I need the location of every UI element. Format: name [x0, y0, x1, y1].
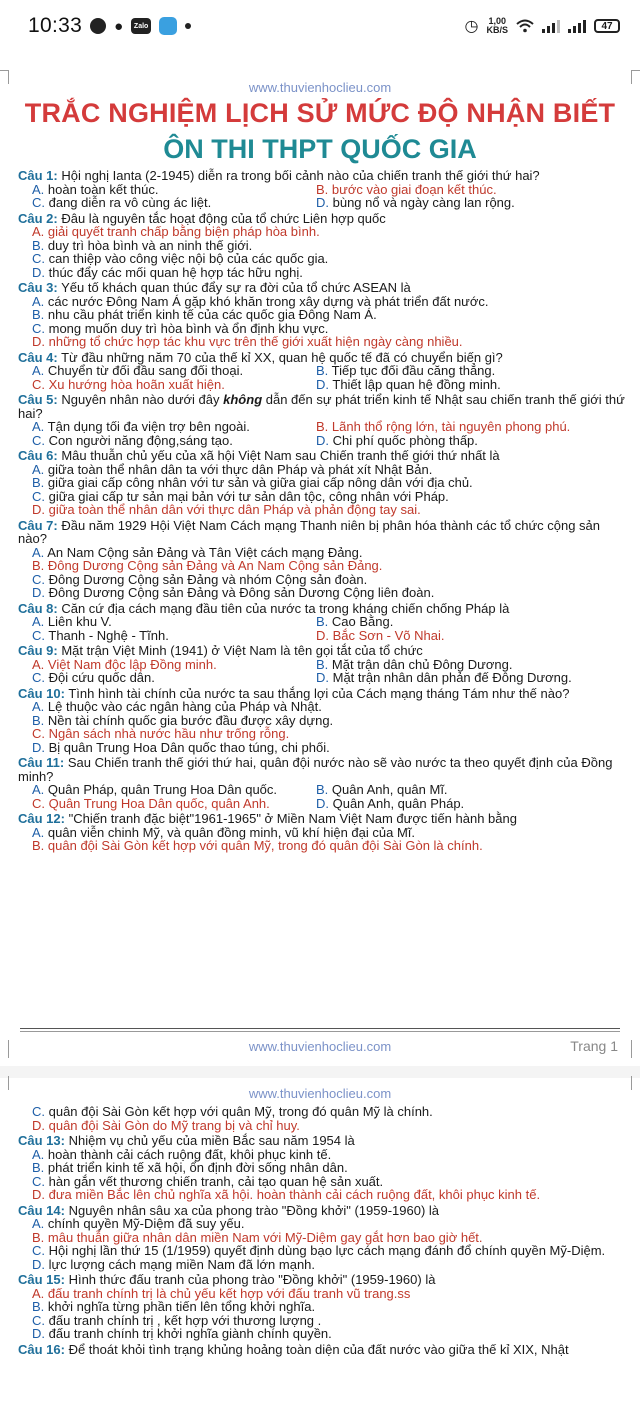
option-cell: [316, 364, 630, 378]
option-letter: C.: [32, 627, 45, 643]
question-stem: [18, 449, 630, 463]
page-1-questions: [18, 167, 630, 853]
speed-unit: KB/S: [486, 25, 508, 35]
option-letter: D.: [32, 585, 45, 600]
answer-option: [18, 1105, 630, 1119]
question-text: dẫn đến sự phát triển kinh tế Nhật sau chiến tranh thế giới thứ hai?: [18, 392, 625, 421]
signal-2-icon: [568, 19, 586, 33]
option-letter: C.: [32, 195, 45, 210]
option-cell: [316, 797, 630, 811]
question-block: [18, 1273, 630, 1341]
question-stem: [18, 1204, 630, 1218]
answer-option: [18, 1217, 630, 1231]
option-letter: C.: [32, 571, 45, 587]
answer-option: [18, 308, 630, 322]
status-bar: [0, 0, 640, 52]
answer-option: [18, 573, 630, 587]
question-text: Mặt trận Việt Minh (1941) ở Việt Nam là tên gọi tắt của tổ chức: [57, 643, 423, 658]
answer-option: [18, 266, 630, 280]
question-block: [18, 602, 630, 643]
answer-option: [316, 628, 444, 643]
option-letter: B.: [32, 838, 45, 853]
option-letter: C.: [32, 726, 45, 741]
option-letter: D.: [316, 795, 329, 811]
emphasis-word: không: [223, 392, 263, 407]
option-text: đấu tranh chính trị , kết hợp với thương lượng .: [45, 1312, 322, 1328]
question-text: "Chiến tranh đặc biệt"1961-1965" ở Miền Nam Việt Nam được tiến hành bằng: [64, 811, 517, 826]
option-cell: [18, 196, 316, 210]
option-text: Đông Dương Cộng sản Đảng và An Nam Cộng sản Đảng.: [44, 558, 383, 573]
option-letter: A.: [32, 224, 45, 239]
option-text: đang diễn ra vô cùng ác liệt.: [45, 195, 212, 210]
answer-option: [18, 476, 630, 490]
question-stem: [18, 687, 630, 701]
answer-option: [18, 225, 630, 239]
option-letter: B.: [32, 558, 45, 573]
option-text: phát triển kinh tế xã hội, ổn định đời sống nhân dân.: [44, 1160, 348, 1175]
option-text: mâu thuẫn giữa nhân dân miền Nam với Mỹ-Diệm gay gắt hơn bao giờ hết.: [44, 1229, 483, 1245]
option-letter: C.: [32, 320, 45, 336]
option-text: Quân Anh, quân Mĩ.: [328, 782, 448, 797]
option-letter: C.: [32, 251, 45, 266]
option-cell: [18, 629, 316, 643]
option-text: can thiệp vào công việc nội bộ của các quốc gia.: [45, 251, 329, 266]
option-text: bùng nổ và ngày càng lan rộng.: [329, 195, 515, 210]
question-block: [18, 393, 630, 447]
answer-option: [18, 1119, 630, 1133]
option-letter: A.: [32, 824, 45, 840]
option-letter: A.: [32, 656, 45, 672]
zalo-icon: Zalo: [131, 18, 151, 34]
option-row: [18, 434, 630, 448]
option-text: các nước Đông Nam Á gặp khó khăn trong xây dựng và phát triển đất nước.: [44, 293, 489, 309]
option-cell: [18, 434, 316, 448]
question-stem: [18, 756, 630, 783]
footer-url: www.thuvienhoclieu.com: [248, 1039, 392, 1054]
option-text: giữa giai cấp tư sản mại bản với tư sản dân tộc, công nhân với Pháp.: [45, 488, 449, 504]
answer-option: [18, 727, 630, 741]
answer-option: [18, 503, 630, 517]
answer-option: [316, 670, 572, 685]
option-text: Thanh - Nghệ - Tĩnh.: [45, 627, 169, 643]
answer-option: [18, 1175, 630, 1189]
option-letter: A.: [32, 1285, 45, 1301]
option-text: những tổ chức hợp tác khu vực trên thế giới xuất hiện ngày càng nhiều.: [45, 334, 463, 349]
answer-option: [18, 1327, 630, 1341]
answer-option: [18, 741, 630, 755]
option-letter: D.: [316, 627, 329, 643]
speed-value: 1,00: [488, 16, 506, 26]
option-text: Mặt trận dân chủ Đông Dương.: [328, 656, 513, 672]
document-title: TRẮC NGHIỆM LỊCH SỬ MỨC ĐỘ NHẬN BIẾT: [24, 98, 616, 128]
option-text: Thiết lập quan hệ đồng minh.: [329, 376, 501, 392]
option-cell: [18, 658, 316, 672]
question-stem: [18, 393, 630, 420]
option-text: Nền tài chính quốc gia bước đầu được xây dựng.: [44, 712, 334, 728]
option-letter: C.: [32, 376, 45, 392]
option-text: quân đội Sài Gòn kết hợp với quân Mỹ, trong đó quân Mỹ là chính.: [45, 1104, 433, 1119]
question-text: Yếu tố khách quan thúc đẩy sự ra đời của tổ chức ASEAN là: [57, 280, 411, 295]
option-letter: C.: [32, 488, 45, 504]
answer-option: [18, 1300, 630, 1314]
question-number: Câu 12:: [18, 811, 65, 826]
option-cell: [18, 783, 316, 797]
question-number: Câu 4:: [18, 349, 58, 365]
answer-option: [18, 714, 630, 728]
option-text: Việt Nam độc lập Đồng minh.: [44, 656, 217, 672]
option-text: đấu tranh chính trị là chủ yếu kết hợp với đấu tranh vũ trang.ss: [44, 1285, 411, 1301]
answer-option: [18, 490, 630, 504]
option-cell: [316, 196, 630, 210]
option-text: đưa miền Bắc lên chủ nghĩa xã hội. hoàn thành cải cách ruộng đất, khôi phục kinh tế.: [45, 1187, 541, 1202]
option-letter: B.: [32, 1160, 45, 1175]
answer-option: [18, 628, 169, 643]
option-letter: D.: [32, 1326, 45, 1341]
option-text: Tận dụng tối đa viện trợ bên ngoài.: [44, 419, 250, 434]
answer-option: [18, 1231, 630, 1245]
option-text: quân đội Sài Gòn do Mỹ trang bị và chỉ huy.: [45, 1117, 300, 1133]
question-stem: [18, 812, 630, 826]
question-block: [18, 1134, 630, 1202]
question-number: Câu 8:: [18, 600, 58, 616]
answer-option: [18, 826, 630, 840]
option-text: duy trì hòa bình và an ninh thế giới.: [44, 237, 253, 253]
option-text: Chuyển từ đối đầu sang đối thoại.: [44, 363, 244, 378]
question-number: Câu 5:: [18, 392, 58, 407]
option-letter: B.: [32, 712, 45, 728]
option-cell: [18, 378, 316, 392]
option-letter: C.: [32, 670, 45, 685]
option-letter: C.: [32, 1243, 45, 1258]
option-row: [18, 658, 630, 672]
option-letter: A.: [32, 1216, 45, 1231]
question-stem: [18, 169, 630, 183]
question-number: Câu 9:: [18, 643, 58, 658]
answer-option: [316, 433, 478, 448]
option-letter: D.: [32, 502, 45, 517]
option-text: Ngân sách nhà nước hầu như trống rỗng.: [45, 726, 290, 741]
question-stem: [18, 1273, 630, 1287]
answer-option: [18, 335, 630, 349]
question-number: Câu 2:: [18, 210, 58, 226]
option-letter: D.: [32, 739, 45, 755]
answer-option: [18, 1258, 630, 1272]
option-letter: D.: [32, 1187, 45, 1202]
question-text: Để thoát khỏi tình trạng khủng hoảng toàn diện của đất nước vào giữa thế kỉ XIX, Nhật: [64, 1341, 569, 1357]
question-block: [18, 519, 630, 600]
option-text: Lệ thuộc vào các ngân hàng của Pháp và Nhật.: [44, 699, 322, 714]
option-text: Tiếp tục đối đầu căng thẳng.: [328, 363, 496, 378]
option-text: Đội cứu quốc dân.: [45, 670, 155, 685]
question-block: [18, 1204, 630, 1272]
answer-option: [18, 1148, 630, 1162]
answer-option: [18, 796, 270, 811]
option-cell: [18, 797, 316, 811]
option-letter: B.: [32, 1229, 45, 1245]
page-2-questions: [18, 1104, 630, 1357]
document-subtitle: ÔN THI THPT QUỐC GIA: [163, 134, 477, 164]
option-letter: B.: [32, 237, 45, 253]
option-text: quân đội Sài Gòn kết hợp với quân Mỹ, trong đó quân đội Sài Gòn là chính.: [44, 838, 483, 853]
option-text: An Nam Cộng sản Đảng và Tân Việt cách mạng Đảng.: [44, 544, 363, 560]
option-letter: D.: [32, 1256, 45, 1272]
option-letter: B.: [32, 1299, 45, 1314]
option-letter: A.: [32, 614, 45, 629]
option-cell: [18, 183, 316, 197]
question-text: Đầu năm 1929 Hội Việt Nam Cách mạng Thanh niên bị phân hóa thành các tổ chức cộng sản nào?: [18, 517, 601, 546]
question-number: Câu 7:: [18, 517, 58, 533]
option-row: [18, 783, 630, 797]
option-text: Con người năng động,sáng tạo.: [45, 432, 233, 448]
question-block: [18, 212, 630, 280]
question-text: Nguyên nhân sâu xa của phong trào "Đồng khởi" (1959-1960) là: [64, 1202, 440, 1218]
question-block: [18, 687, 630, 755]
option-row: [18, 378, 630, 392]
answer-option: [18, 1161, 630, 1175]
clock: 10:33: [28, 14, 83, 37]
option-row: [18, 183, 630, 197]
document-page: [0, 60, 640, 1422]
option-text: lực lượng cách mạng miền Nam đã lớn mạnh.: [45, 1256, 316, 1272]
question-text: Căn cứ địa cách mạng đầu tiên của nước ta trong kháng chiến chống Pháp là: [57, 600, 510, 616]
answer-option: [18, 700, 630, 714]
alarm-icon: ◷: [464, 18, 479, 35]
question-text: Mâu thuẫn chủ yếu của xã hội Việt Nam sau Chiến tranh thế giới thứ nhất là: [57, 448, 500, 463]
answer-option: [316, 377, 501, 392]
answer-option: [18, 295, 630, 309]
battery-icon: 47: [594, 19, 620, 33]
answer-option: [18, 252, 630, 266]
question-stem: [18, 281, 630, 295]
option-text: đấu tranh chính trị khởi nghĩa giành chính quyền.: [45, 1326, 332, 1341]
question-block: [18, 812, 630, 853]
question-block: [18, 281, 630, 349]
option-letter: B.: [32, 307, 45, 322]
question-number: Câu 13:: [18, 1133, 65, 1148]
option-letter: A.: [32, 419, 45, 434]
option-text: quân viễn chinh Mỹ, và quân đồng minh, vũ khí hiện đại của Mĩ.: [44, 824, 416, 840]
question-text: Hội nghị Ianta (2-1945) diễn ra trong bối cảnh nào của chiến tranh thế giới thứ hai?: [57, 168, 540, 183]
option-text: Xu hướng hòa hoãn xuất hiện.: [45, 376, 225, 392]
question-text: Tình hình tài chính của nước ta sau thắng lợi của Cách mạng tháng Tám như thế nào?: [64, 685, 570, 701]
option-text: mong muốn duy trì hòa bình và ổn định khu vực.: [45, 320, 329, 336]
answer-option: [316, 195, 515, 210]
question-number: Câu 15:: [18, 1272, 65, 1287]
question-number: Câu 14:: [18, 1202, 65, 1218]
more-notifications-icon: [185, 23, 191, 29]
option-cell: [316, 420, 630, 434]
option-row: [18, 196, 630, 210]
question-number: Câu 3:: [18, 280, 58, 295]
option-letter: B.: [316, 181, 329, 197]
chat-bubble-icon: [159, 17, 177, 35]
option-letter: D.: [316, 195, 329, 210]
notification-icon: ●: [114, 17, 124, 35]
option-text: giải quyết tranh chấp bằng biện pháp hòa bình.: [44, 224, 320, 239]
option-letter: C.: [32, 1173, 45, 1189]
question-block: [18, 644, 630, 685]
question-stem: [18, 351, 630, 365]
option-letter: C.: [32, 1104, 45, 1119]
option-text: chính quyền Mỹ-Diệm đã suy yếu.: [44, 1216, 245, 1231]
option-text: khởi nghĩa từng phần tiến lên tổng khởi nghĩa.: [44, 1299, 316, 1314]
option-text: giữa toàn thể nhân dân với thực dân Pháp và phản động tay sai.: [45, 502, 421, 517]
option-cell: [316, 671, 630, 685]
option-text: thúc đẩy các mối quan hệ hợp tác hữu nghị.: [45, 264, 303, 280]
network-speed: [486, 17, 508, 35]
option-text: Đông Dương Cộng sản Đảng và nhóm Cộng sản đoàn.: [45, 571, 368, 587]
answer-option: [18, 1244, 630, 1258]
option-letter: B.: [316, 782, 329, 797]
answer-option: [18, 559, 630, 573]
question-number: Câu 10:: [18, 685, 65, 701]
question-block: [18, 169, 630, 210]
option-row: [18, 364, 630, 378]
option-text: Quân Pháp, quân Trung Hoa Dân quốc.: [44, 782, 278, 797]
option-letter: D.: [316, 670, 329, 685]
question-block: [18, 449, 630, 517]
header-url: www.thuvienhoclieu.com: [248, 80, 392, 95]
option-cell: [18, 671, 316, 685]
option-letter: B.: [316, 363, 329, 378]
option-cell: [316, 378, 630, 392]
option-letter: D.: [316, 432, 329, 448]
question-stem: [18, 644, 630, 658]
option-text: Bị quân Trung Hoa Dân quốc thao túng, chi phối.: [45, 739, 330, 755]
answer-option: [18, 433, 233, 448]
option-text: Đông Dương Cộng sản Đảng và Đông sản Dương Cộng liên đoàn.: [45, 585, 435, 600]
option-letter: A.: [32, 544, 45, 560]
option-text: hoàn toàn kết thúc.: [44, 181, 159, 197]
answer-option: [18, 586, 630, 600]
question-stem-cut: [18, 1341, 630, 1357]
option-text: Bắc Sơn - Võ Nhai.: [329, 627, 445, 643]
option-text: Liên khu V.: [44, 614, 112, 629]
wifi-icon: [516, 19, 534, 33]
answer-option: [18, 1287, 630, 1301]
question-text: Nguyên nhân nào dưới đây: [57, 392, 224, 407]
answer-option: [18, 239, 630, 253]
option-text: nhu cầu phát triển kinh tế của các quốc gia Đông Nam Á.: [44, 307, 377, 322]
option-letter: A.: [32, 1146, 45, 1162]
option-cell: [316, 615, 630, 629]
option-letter: D.: [32, 334, 45, 349]
option-cell: [316, 658, 630, 672]
option-letter: D.: [32, 1117, 45, 1133]
question-number: Câu 16:: [18, 1341, 65, 1357]
option-letter: A.: [32, 782, 45, 797]
question-number: Câu 1:: [18, 168, 58, 183]
signal-1-icon: [542, 19, 560, 33]
option-text: Chi phí quốc phòng thấp.: [329, 432, 478, 448]
option-text: Quân Trung Hoa Dân quốc, quân Anh.: [45, 795, 270, 811]
question-stem: [18, 1134, 630, 1148]
option-cell: [18, 420, 316, 434]
question-text: Sau Chiến tranh thế giới thứ hai, quân đội nước nào sẽ vào nước ta theo quyết định của Đồng minh?: [18, 755, 613, 784]
option-letter: B.: [316, 419, 329, 434]
option-cell: [316, 434, 630, 448]
question-block: [18, 756, 630, 810]
option-row: [18, 420, 630, 434]
option-letter: B.: [316, 656, 329, 672]
option-letter: A.: [32, 699, 45, 714]
question-text: Nhiệm vụ chủ yếu của miền Bắc sau năm 1954 là: [64, 1133, 355, 1148]
answer-option: [18, 463, 630, 477]
option-row: [18, 671, 630, 685]
option-text: giữa toàn thể nhân dân ta với thực dân Pháp và phát xít Nhật Bản.: [44, 461, 433, 477]
option-cell: [316, 783, 630, 797]
answer-option: [18, 670, 155, 685]
question-text: Hình thức đấu tranh của phong trào "Đồng khởi" (1959-1960) là: [64, 1272, 436, 1287]
option-letter: C.: [32, 432, 45, 448]
question-number: Câu 6:: [18, 448, 58, 463]
option-text: Lãnh thổ rộng lớn, tài nguyên phong phú.: [328, 419, 571, 434]
page-2-header-url: www.thuvienhoclieu.com: [248, 1086, 392, 1101]
option-row: [18, 797, 630, 811]
question-text: Đâu là nguyên tắc hoạt động của tổ chức Liên hợp quốc: [57, 210, 386, 226]
question-stem: [18, 519, 630, 546]
option-cell: [18, 615, 316, 629]
question-stem: [18, 602, 630, 616]
answer-option: [18, 1188, 630, 1202]
option-text: Cao Bằng.: [328, 614, 394, 629]
option-letter: D.: [316, 376, 329, 392]
answer-option: [18, 195, 211, 210]
question-text: Từ đầu những năm 70 của thế kỉ XX, quan hệ quốc tế đã có chuyển biến gì?: [57, 349, 503, 365]
question-number: Câu 11:: [18, 755, 65, 770]
option-text: hoàn thành cải cách ruộng đất, khôi phục kinh tế.: [44, 1146, 332, 1162]
option-letter: D.: [32, 264, 45, 280]
answer-option: [18, 546, 630, 560]
option-letter: A.: [32, 293, 45, 309]
option-cell: [18, 364, 316, 378]
messenger-icon: [90, 18, 106, 34]
answer-option: [18, 322, 630, 336]
option-text: giữa giai cấp công nhân với tư sản và giữa giai cấp nông dân với địa chủ.: [44, 475, 473, 490]
option-text: Hội nghị lần thứ 15 (1/1959) quyết định dùng bạo lực cách mạng đánh đổ chính quyền Mỹ-Diệm.: [45, 1243, 606, 1258]
question-stem: [18, 212, 630, 226]
option-letter: A.: [32, 363, 45, 378]
page-number: Trang 1: [570, 1038, 618, 1054]
question-block: [18, 351, 630, 392]
option-letter: A.: [32, 461, 45, 477]
option-letter: B.: [32, 475, 45, 490]
answer-option: [18, 377, 225, 392]
option-text: hàn gắn vết thương chiến tranh, cải tạo quan hệ sản xuất.: [45, 1173, 384, 1189]
option-letter: C.: [32, 1312, 45, 1328]
option-letter: A.: [32, 181, 45, 197]
answer-option: [316, 796, 464, 811]
option-text: Mặt trận nhân dân phản đế Đông Dương.: [329, 670, 572, 685]
option-cell: [316, 629, 630, 643]
option-text: bước vào giai đoạn kết thúc.: [328, 181, 497, 197]
option-letter: C.: [32, 795, 45, 811]
answer-option: [18, 839, 630, 853]
answer-option: [18, 1314, 630, 1328]
option-row: [18, 629, 630, 643]
option-letter: B.: [316, 614, 329, 629]
option-cell: [316, 183, 630, 197]
option-row: [18, 615, 630, 629]
option-text: Quân Anh, quân Pháp.: [329, 795, 465, 811]
